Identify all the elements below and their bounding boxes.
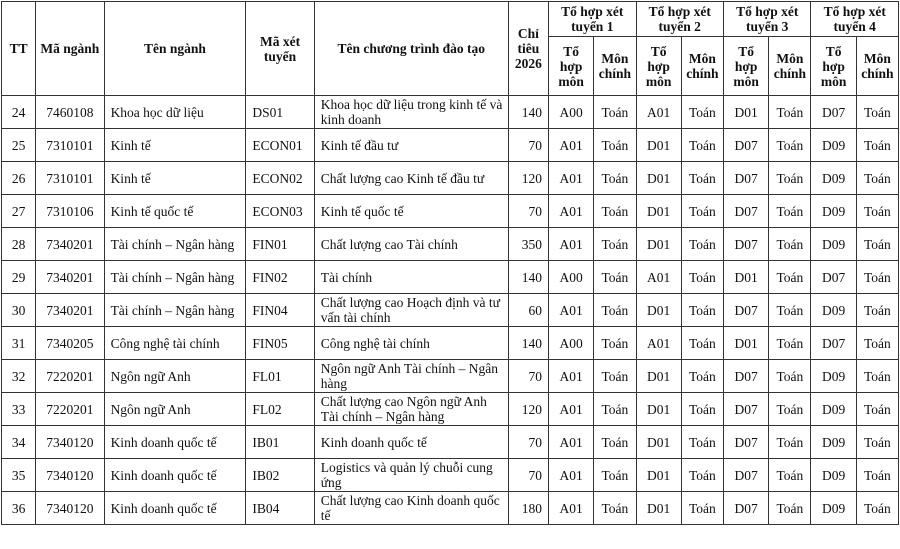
cell-mon-chinh: Toán bbox=[769, 294, 811, 327]
cell-mon-chinh: Toán bbox=[769, 195, 811, 228]
cell-to-hop-mon: D09 bbox=[811, 426, 856, 459]
cell-ten-chuong-trinh: Khoa học dữ liệu trong kinh tế và kinh doanh bbox=[314, 96, 508, 129]
header-to-hop-4: Tổ hợp xét tuyển 4 bbox=[811, 2, 899, 37]
cell-ten-chuong-trinh: Chất lượng cao Tài chính bbox=[314, 228, 508, 261]
header-to-hop-3: Tổ hợp xét tuyển 3 bbox=[723, 2, 810, 37]
admissions-table bbox=[1, 1, 899, 525]
cell-mon-chinh: Toán bbox=[856, 426, 898, 459]
cell-mon-chinh: Toán bbox=[594, 393, 636, 426]
table-row bbox=[2, 195, 899, 228]
cell-to-hop-mon: D07 bbox=[723, 129, 768, 162]
cell-to-hop-mon: A01 bbox=[636, 96, 681, 129]
cell-mon-chinh: Toán bbox=[681, 426, 723, 459]
cell-chi-tieu: 180 bbox=[508, 492, 548, 525]
cell-ten-nganh: Khoa học dữ liệu bbox=[104, 96, 246, 129]
cell-mon-chinh: Toán bbox=[594, 129, 636, 162]
cell-tt: 35 bbox=[2, 459, 36, 492]
cell-tt: 34 bbox=[2, 426, 36, 459]
cell-to-hop-mon: D09 bbox=[811, 195, 856, 228]
cell-mon-chinh: Toán bbox=[856, 459, 898, 492]
cell-ten-nganh: Kinh doanh quốc tế bbox=[104, 426, 246, 459]
cell-to-hop-mon: D09 bbox=[811, 492, 856, 525]
cell-to-hop-mon: D07 bbox=[811, 261, 856, 294]
cell-to-hop-mon: D07 bbox=[723, 360, 768, 393]
cell-to-hop-mon: D09 bbox=[811, 294, 856, 327]
cell-mon-chinh: Toán bbox=[769, 228, 811, 261]
cell-ten-nganh: Kinh tế bbox=[104, 129, 246, 162]
cell-ma-xet-tuyen: FL02 bbox=[246, 393, 314, 426]
cell-mon-chinh: Toán bbox=[594, 294, 636, 327]
cell-mon-chinh: Toán bbox=[769, 393, 811, 426]
header-to-hop-mon: Tổ hợp môn bbox=[811, 37, 856, 96]
cell-mon-chinh: Toán bbox=[681, 327, 723, 360]
cell-ma-nganh: 7340120 bbox=[36, 426, 104, 459]
cell-tt: 33 bbox=[2, 393, 36, 426]
cell-ma-nganh: 7340120 bbox=[36, 459, 104, 492]
cell-mon-chinh: Toán bbox=[681, 261, 723, 294]
cell-ten-nganh: Kinh doanh quốc tế bbox=[104, 492, 246, 525]
cell-ten-nganh: Tài chính – Ngân hàng bbox=[104, 228, 246, 261]
cell-to-hop-mon: A01 bbox=[636, 327, 681, 360]
cell-ma-xet-tuyen: FIN05 bbox=[246, 327, 314, 360]
cell-ten-nganh: Kinh tế quốc tế bbox=[104, 195, 246, 228]
header-ma-nganh: Mã ngành bbox=[36, 2, 104, 96]
cell-to-hop-mon: D09 bbox=[811, 459, 856, 492]
cell-mon-chinh: Toán bbox=[769, 129, 811, 162]
cell-mon-chinh: Toán bbox=[681, 459, 723, 492]
table-row bbox=[2, 393, 899, 426]
cell-mon-chinh: Toán bbox=[594, 228, 636, 261]
table-row bbox=[2, 459, 899, 492]
cell-chi-tieu: 140 bbox=[508, 96, 548, 129]
cell-mon-chinh: Toán bbox=[594, 195, 636, 228]
cell-mon-chinh: Toán bbox=[594, 162, 636, 195]
cell-mon-chinh: Toán bbox=[681, 96, 723, 129]
cell-mon-chinh: Toán bbox=[856, 294, 898, 327]
cell-to-hop-mon: A01 bbox=[636, 261, 681, 294]
cell-mon-chinh: Toán bbox=[856, 96, 898, 129]
cell-to-hop-mon: A01 bbox=[549, 393, 594, 426]
table-row bbox=[2, 261, 899, 294]
cell-to-hop-mon: A00 bbox=[549, 96, 594, 129]
cell-mon-chinh: Toán bbox=[681, 228, 723, 261]
cell-ten-nganh: Ngôn ngữ Anh bbox=[104, 360, 246, 393]
cell-chi-tieu: 70 bbox=[508, 129, 548, 162]
cell-ten-chuong-trinh: Kinh doanh quốc tế bbox=[314, 426, 508, 459]
cell-mon-chinh: Toán bbox=[856, 492, 898, 525]
cell-to-hop-mon: D01 bbox=[636, 492, 681, 525]
cell-to-hop-mon: D01 bbox=[636, 294, 681, 327]
cell-ma-xet-tuyen: IB02 bbox=[246, 459, 314, 492]
table-row bbox=[2, 162, 899, 195]
cell-mon-chinh: Toán bbox=[681, 492, 723, 525]
cell-mon-chinh: Toán bbox=[594, 459, 636, 492]
table-row bbox=[2, 360, 899, 393]
header-to-hop-mon: Tổ hợp môn bbox=[549, 37, 594, 96]
header-to-hop-mon: Tổ hợp môn bbox=[636, 37, 681, 96]
cell-mon-chinh: Toán bbox=[681, 393, 723, 426]
cell-ma-xet-tuyen: ECON03 bbox=[246, 195, 314, 228]
cell-mon-chinh: Toán bbox=[769, 96, 811, 129]
cell-mon-chinh: Toán bbox=[856, 228, 898, 261]
cell-tt: 30 bbox=[2, 294, 36, 327]
cell-to-hop-mon: D07 bbox=[723, 459, 768, 492]
cell-to-hop-mon: D09 bbox=[811, 228, 856, 261]
cell-ten-nganh: Kinh tế bbox=[104, 162, 246, 195]
cell-mon-chinh: Toán bbox=[594, 96, 636, 129]
cell-to-hop-mon: D01 bbox=[636, 426, 681, 459]
cell-mon-chinh: Toán bbox=[681, 162, 723, 195]
table-row bbox=[2, 96, 899, 129]
cell-chi-tieu: 60 bbox=[508, 294, 548, 327]
cell-to-hop-mon: D01 bbox=[636, 162, 681, 195]
header-ten-nganh: Tên ngành bbox=[104, 2, 246, 96]
cell-to-hop-mon: D07 bbox=[723, 195, 768, 228]
table-body bbox=[2, 96, 899, 525]
cell-mon-chinh: Toán bbox=[856, 162, 898, 195]
cell-to-hop-mon: A01 bbox=[549, 360, 594, 393]
cell-mon-chinh: Toán bbox=[681, 360, 723, 393]
cell-to-hop-mon: D01 bbox=[636, 228, 681, 261]
cell-ten-nganh: Tài chính – Ngân hàng bbox=[104, 294, 246, 327]
cell-ma-nganh: 7310106 bbox=[36, 195, 104, 228]
cell-to-hop-mon: D07 bbox=[723, 294, 768, 327]
cell-tt: 31 bbox=[2, 327, 36, 360]
cell-to-hop-mon: D01 bbox=[723, 96, 768, 129]
cell-to-hop-mon: D09 bbox=[811, 360, 856, 393]
table-row bbox=[2, 327, 899, 360]
cell-ma-xet-tuyen: FIN02 bbox=[246, 261, 314, 294]
cell-ma-nganh: 7310101 bbox=[36, 162, 104, 195]
cell-chi-tieu: 120 bbox=[508, 162, 548, 195]
cell-ma-nganh: 7340201 bbox=[36, 228, 104, 261]
cell-chi-tieu: 140 bbox=[508, 327, 548, 360]
cell-chi-tieu: 350 bbox=[508, 228, 548, 261]
cell-ten-chuong-trinh: Công nghệ tài chính bbox=[314, 327, 508, 360]
table-row bbox=[2, 426, 899, 459]
cell-to-hop-mon: A01 bbox=[549, 129, 594, 162]
cell-chi-tieu: 70 bbox=[508, 195, 548, 228]
cell-mon-chinh: Toán bbox=[594, 426, 636, 459]
cell-ten-chuong-trinh: Chất lượng cao Ngôn ngữ Anh Tài chính – Ngân hàng bbox=[314, 393, 508, 426]
cell-ma-nganh: 7340201 bbox=[36, 261, 104, 294]
cell-tt: 28 bbox=[2, 228, 36, 261]
cell-mon-chinh: Toán bbox=[856, 393, 898, 426]
cell-mon-chinh: Toán bbox=[681, 129, 723, 162]
cell-to-hop-mon: D07 bbox=[811, 96, 856, 129]
header-mon-chinh: Môn chính bbox=[594, 37, 636, 96]
cell-to-hop-mon: D09 bbox=[811, 162, 856, 195]
cell-ten-nganh: Công nghệ tài chính bbox=[104, 327, 246, 360]
cell-mon-chinh: Toán bbox=[594, 492, 636, 525]
cell-mon-chinh: Toán bbox=[594, 261, 636, 294]
cell-to-hop-mon: A01 bbox=[549, 294, 594, 327]
cell-to-hop-mon: A01 bbox=[549, 195, 594, 228]
cell-mon-chinh: Toán bbox=[856, 129, 898, 162]
cell-ma-xet-tuyen: FIN01 bbox=[246, 228, 314, 261]
cell-to-hop-mon: D01 bbox=[636, 195, 681, 228]
cell-ten-nganh: Tài chính – Ngân hàng bbox=[104, 261, 246, 294]
cell-chi-tieu: 70 bbox=[508, 360, 548, 393]
cell-mon-chinh: Toán bbox=[856, 195, 898, 228]
cell-to-hop-mon: D09 bbox=[811, 129, 856, 162]
cell-chi-tieu: 140 bbox=[508, 261, 548, 294]
table-row bbox=[2, 129, 899, 162]
header-to-hop-mon: Tổ hợp môn bbox=[723, 37, 768, 96]
cell-to-hop-mon: D07 bbox=[723, 393, 768, 426]
cell-ten-chuong-trinh: Kinh tế đầu tư bbox=[314, 129, 508, 162]
cell-to-hop-mon: D01 bbox=[723, 327, 768, 360]
cell-ten-chuong-trinh: Logistics và quản lý chuỗi cung ứng bbox=[314, 459, 508, 492]
cell-ma-xet-tuyen: IB01 bbox=[246, 426, 314, 459]
cell-ma-xet-tuyen: FIN04 bbox=[246, 294, 314, 327]
cell-ma-nganh: 7460108 bbox=[36, 96, 104, 129]
cell-ten-chuong-trinh: Kinh tế quốc tế bbox=[314, 195, 508, 228]
cell-chi-tieu: 120 bbox=[508, 393, 548, 426]
cell-ma-xet-tuyen: ECON02 bbox=[246, 162, 314, 195]
header-to-hop-2: Tổ hợp xét tuyển 2 bbox=[636, 2, 723, 37]
cell-mon-chinh: Toán bbox=[769, 162, 811, 195]
header-mon-chinh: Môn chính bbox=[681, 37, 723, 96]
cell-tt: 29 bbox=[2, 261, 36, 294]
cell-to-hop-mon: A01 bbox=[549, 162, 594, 195]
cell-chi-tieu: 70 bbox=[508, 426, 548, 459]
cell-to-hop-mon: D01 bbox=[636, 393, 681, 426]
cell-chi-tieu: 70 bbox=[508, 459, 548, 492]
table-row bbox=[2, 294, 899, 327]
cell-to-hop-mon: D01 bbox=[636, 459, 681, 492]
cell-to-hop-mon: D01 bbox=[723, 261, 768, 294]
header-mon-chinh: Môn chính bbox=[856, 37, 898, 96]
cell-tt: 32 bbox=[2, 360, 36, 393]
cell-mon-chinh: Toán bbox=[769, 360, 811, 393]
cell-ten-chuong-trinh: Ngôn ngữ Anh Tài chính – Ngân hàng bbox=[314, 360, 508, 393]
cell-tt: 25 bbox=[2, 129, 36, 162]
cell-to-hop-mon: D07 bbox=[723, 162, 768, 195]
cell-to-hop-mon: A00 bbox=[549, 261, 594, 294]
cell-to-hop-mon: D07 bbox=[723, 426, 768, 459]
cell-to-hop-mon: A01 bbox=[549, 492, 594, 525]
header-tt: TT bbox=[2, 2, 36, 96]
cell-ma-xet-tuyen: ECON01 bbox=[246, 129, 314, 162]
cell-mon-chinh: Toán bbox=[594, 360, 636, 393]
cell-to-hop-mon: D07 bbox=[811, 327, 856, 360]
cell-mon-chinh: Toán bbox=[681, 294, 723, 327]
cell-to-hop-mon: A01 bbox=[549, 426, 594, 459]
cell-ma-nganh: 7340120 bbox=[36, 492, 104, 525]
cell-to-hop-mon: D01 bbox=[636, 129, 681, 162]
cell-ma-nganh: 7340201 bbox=[36, 294, 104, 327]
cell-ten-chuong-trinh: Tài chính bbox=[314, 261, 508, 294]
cell-ten-nganh: Ngôn ngữ Anh bbox=[104, 393, 246, 426]
cell-ma-xet-tuyen: IB04 bbox=[246, 492, 314, 525]
cell-ten-chuong-trinh: Chất lượng cao Hoạch định và tư vấn tài chính bbox=[314, 294, 508, 327]
cell-to-hop-mon: D01 bbox=[636, 360, 681, 393]
cell-tt: 27 bbox=[2, 195, 36, 228]
cell-to-hop-mon: A01 bbox=[549, 459, 594, 492]
cell-to-hop-mon: A00 bbox=[549, 327, 594, 360]
cell-to-hop-mon: A01 bbox=[549, 228, 594, 261]
cell-mon-chinh: Toán bbox=[769, 426, 811, 459]
cell-ma-xet-tuyen: DS01 bbox=[246, 96, 314, 129]
cell-mon-chinh: Toán bbox=[769, 459, 811, 492]
cell-tt: 36 bbox=[2, 492, 36, 525]
cell-to-hop-mon: D07 bbox=[723, 228, 768, 261]
cell-ma-nganh: 7310101 bbox=[36, 129, 104, 162]
cell-ma-nganh: 7220201 bbox=[36, 360, 104, 393]
cell-ten-chuong-trinh: Chất lượng cao Kinh doanh quốc tế bbox=[314, 492, 508, 525]
cell-mon-chinh: Toán bbox=[769, 261, 811, 294]
table-row bbox=[2, 228, 899, 261]
cell-mon-chinh: Toán bbox=[856, 261, 898, 294]
cell-mon-chinh: Toán bbox=[856, 360, 898, 393]
cell-mon-chinh: Toán bbox=[769, 492, 811, 525]
cell-tt: 24 bbox=[2, 96, 36, 129]
cell-ma-nganh: 7220201 bbox=[36, 393, 104, 426]
header-chi-tieu: Chỉ tiêu 2026 bbox=[508, 2, 548, 96]
cell-to-hop-mon: D07 bbox=[723, 492, 768, 525]
cell-ten-nganh: Kinh doanh quốc tế bbox=[104, 459, 246, 492]
cell-mon-chinh: Toán bbox=[769, 327, 811, 360]
header-ma-xet-tuyen: Mã xét tuyển bbox=[246, 2, 314, 96]
cell-mon-chinh: Toán bbox=[594, 327, 636, 360]
cell-ma-nganh: 7340205 bbox=[36, 327, 104, 360]
table-row bbox=[2, 492, 899, 525]
cell-ma-xet-tuyen: FL01 bbox=[246, 360, 314, 393]
header-ten-chuong-trinh: Tên chương trình đào tạo bbox=[314, 2, 508, 96]
cell-mon-chinh: Toán bbox=[681, 195, 723, 228]
header-mon-chinh: Môn chính bbox=[769, 37, 811, 96]
header-to-hop-1: Tổ hợp xét tuyển 1 bbox=[549, 2, 636, 37]
cell-tt: 26 bbox=[2, 162, 36, 195]
cell-ten-chuong-trinh: Chất lượng cao Kinh tế đầu tư bbox=[314, 162, 508, 195]
cell-to-hop-mon: D09 bbox=[811, 393, 856, 426]
cell-mon-chinh: Toán bbox=[856, 327, 898, 360]
